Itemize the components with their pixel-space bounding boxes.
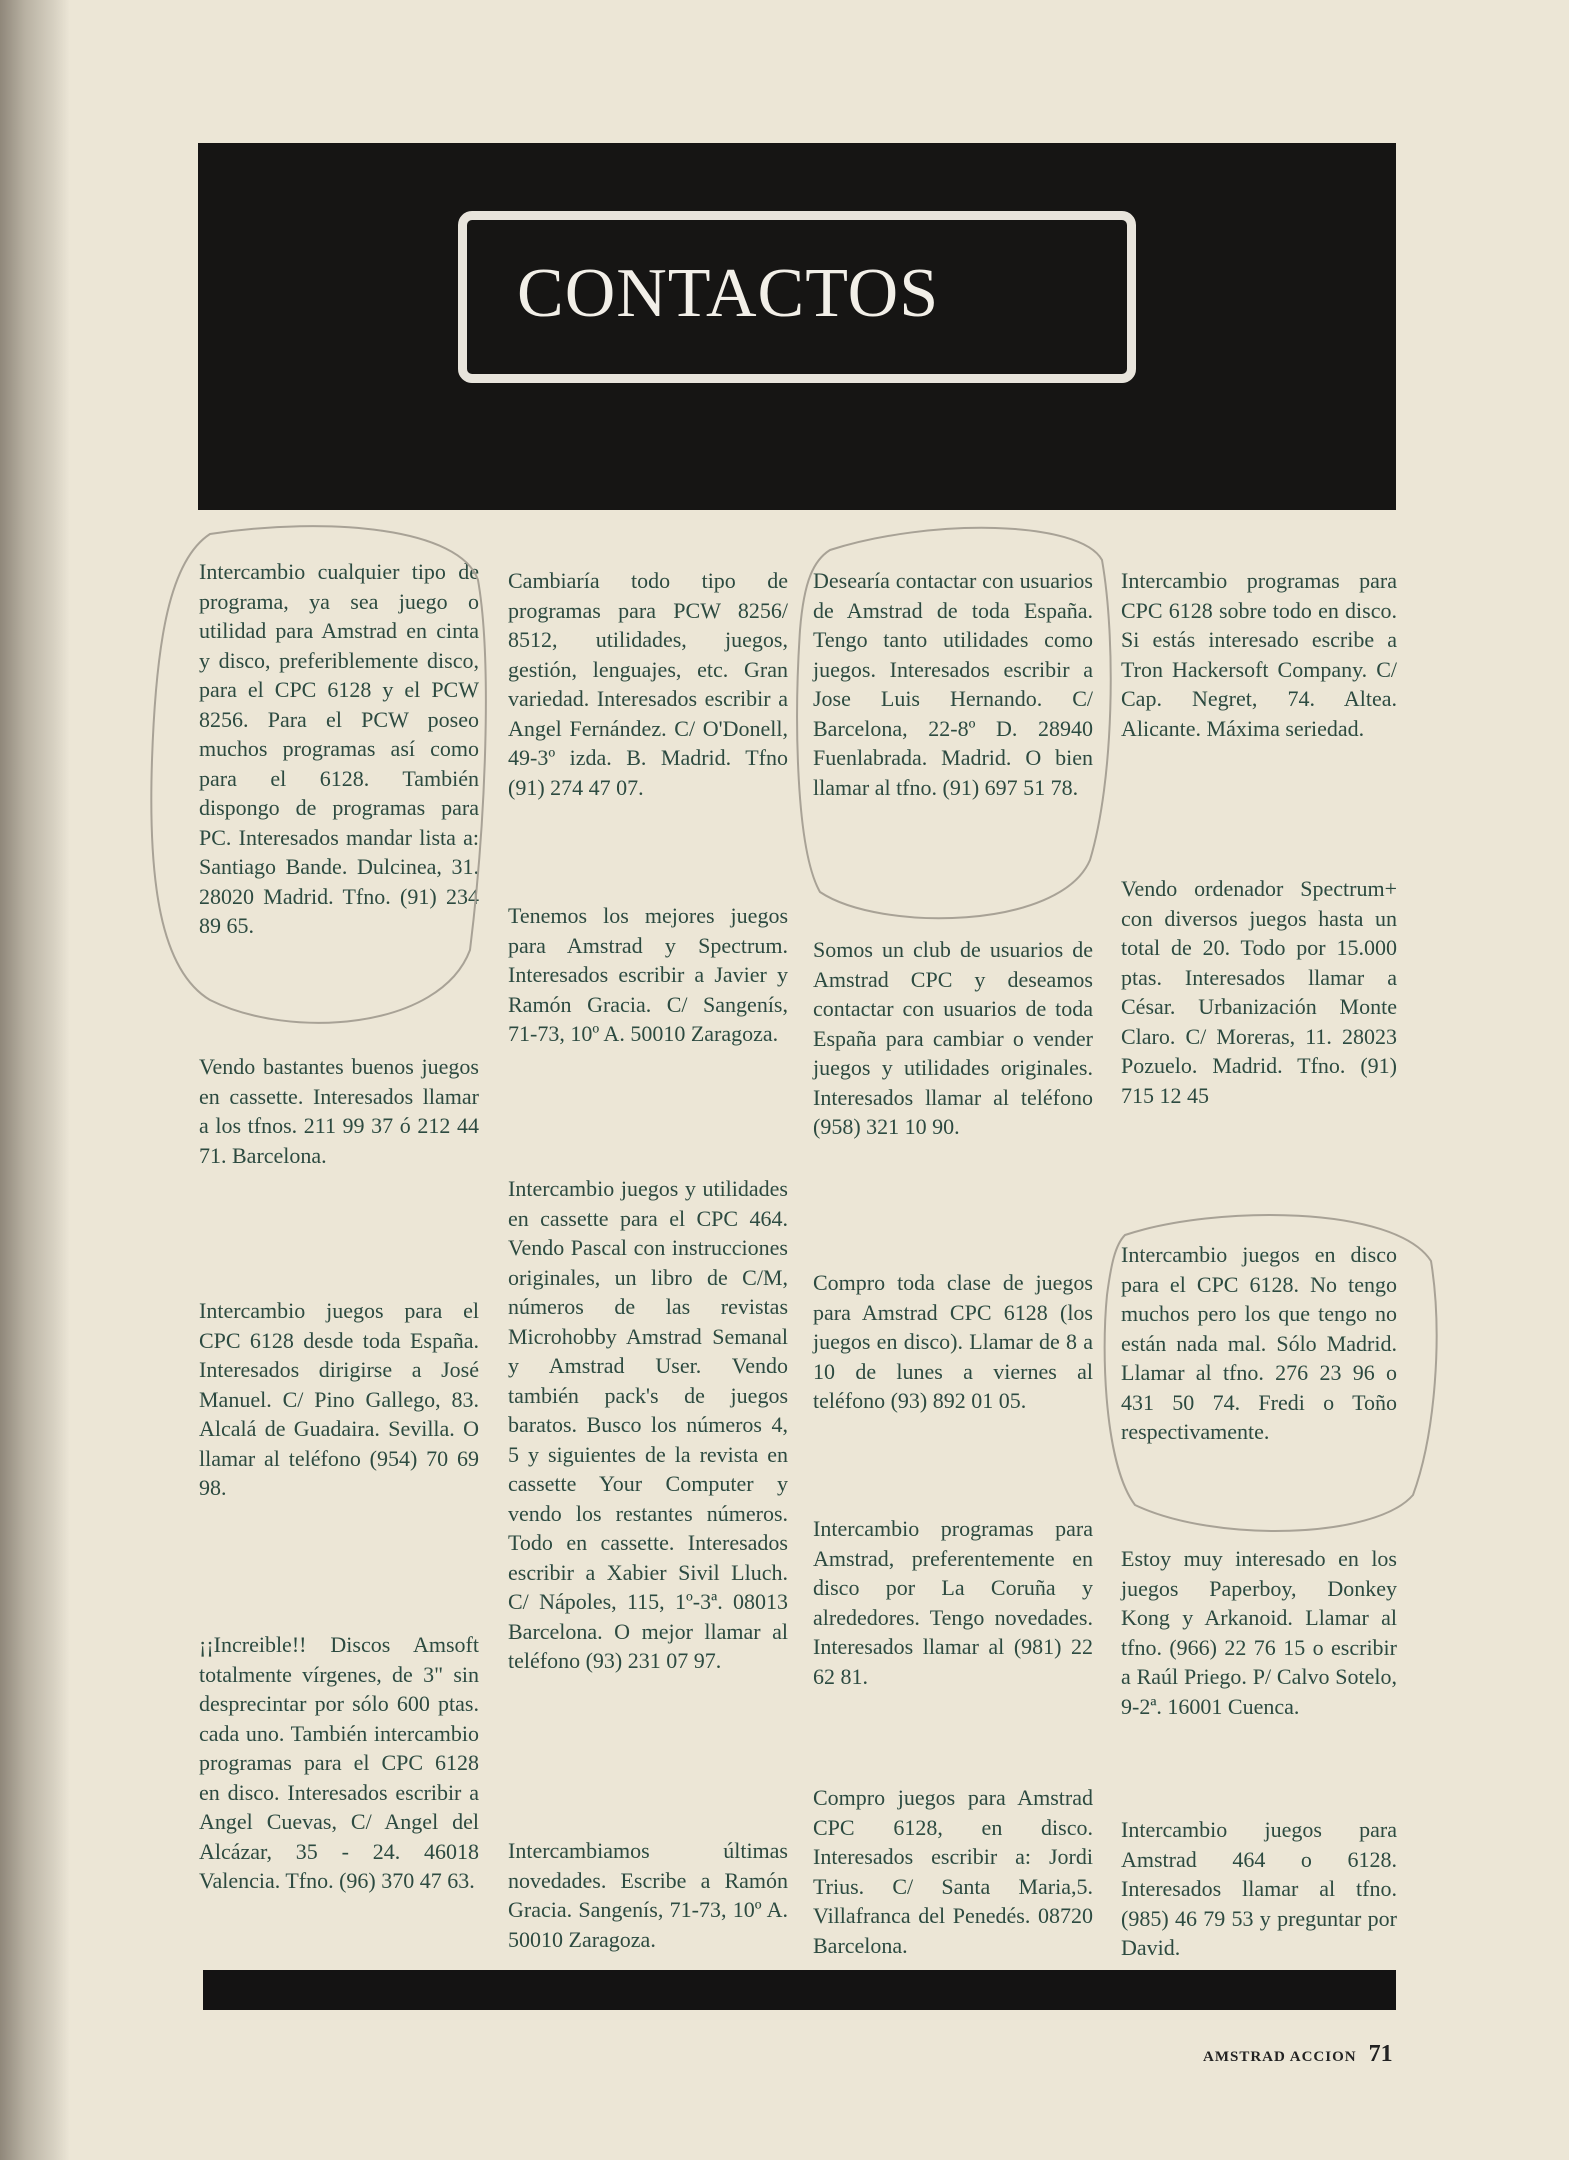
ad-jordi-trius: Compro juegos para Amstrad CPC 6128, en disco. Interesados escribir a: Jordi Trius. C/ Santa Maria,5. Villafranca del Penedés. 08720 Barcelona. xyxy=(813,1785,1093,1958)
page-binding-shadow xyxy=(0,0,70,2160)
ad-vendo-cassette: Vendo bastantes buenos juegos en cassette. Interesados llamar a los tfnos. 211 99 37 ó 212 44 71. Barcelona. xyxy=(199,1054,479,1168)
ad-spectrum-cesar: Vendo ordenador Spectrum+ con diversos juegos hasta un total de 20. Todo por 15.000 ptas. Interesados llamar a César. Urbanización Monte Claro. C/ Moreras, 11. 28023 Pozuelo. Madrid. Tfno. (91) 715 12 45 xyxy=(1121,876,1397,1108)
ad-xabier-sivil: Intercambio juegos y utilidades en cassette para el CPC 464. Vendo Pascal con instrucciones originales, un libro de C/M, números de las revistas Microhobby Amstrad Semanal y Amstrad User. Vendo también pack's de juegos baratos. Busco los números 4, 5 y siguientes de la revista en cassette Your Computer y vendo los restantes números. Todo en cassette. Interesados escribir a Xabier Sivil Lluch. C/ Nápoles, 115, 1º-3ª. 08013 Barcelona. O mejor llamar al teléfono (93) 231 07 97. xyxy=(508,1176,788,1673)
ad-club-usuarios: Somos un club de usuarios de Amstrad CPC y deseamos contactar con usuarios de toda España para cambiar o vender juegos y utilidades originales. Interesados llamar al teléfono (958) 321 10 90. xyxy=(813,937,1093,1139)
magazine-name: AMSTRAD ACCION xyxy=(1203,2049,1357,2065)
ad-santiago-bande: Intercambio cualquier tipo de programa, ya sea juego o utilidad para Amstrad en cinta y disco, preferiblemente disco, para el CPC 6128 y el PCW 8256. Para el PCW poseo muchos programas así como para el 6128. También dispongo de programas para PC. Interesados mandar lista a: Santiago Bande. Dulcinea, 31. 28020 Madrid. Tfno. (91) 234 89 65. xyxy=(199,559,479,938)
footer-band xyxy=(203,1970,1396,2010)
title-frame xyxy=(458,211,1136,383)
ad-angel-cuevas: ¡¡Increible!! Discos Amsoft totalmente vírgenes, de 3" sin desprecintar por sólo 600 ptas. cada uno. También intercambio programas para el CPC 6128 en disco. Interesados escribir a Angel Cuevas, C/ Angel del Alcázar, 35 - 24. 46018 Valencia. Tfno. (96) 370 47 63. xyxy=(199,1632,479,1893)
page-title: CONTACTOS xyxy=(517,255,940,332)
ad-javier-ramon: Tenemos los mejores juegos para Amstrad y Spectrum. Interesados escribir a Javier y Ramón Gracia. C/ Sangenís, 71-73, 10º A. 50010 Zaragoza. xyxy=(508,903,788,1046)
ad-angel-fernandez: Cambiaría todo tipo de programas para PCW 8256/ 8512, utilidades, juegos, gestión, lenguajes, etc. Gran variedad. Interesados escribir a Angel Fernández. C/ O'Donell, 49-3º izda. B. Madrid. Tfno (91) 274 47 07. xyxy=(508,568,788,800)
ad-jose-luis-hernando: Desearía contactar con usuarios de Amstrad de toda España. Tengo tanto utilidades como juegos. Interesados escribir a Jose Luis Hernando. C/ Barcelona, 22-8º D. 28940 Fuenlabrada. Madrid. O bien llamar al tfno. (91) 697 51 78. xyxy=(813,568,1093,800)
ad-ramon-gracia: Intercambiamos últimas novedades. Escribe a Ramón Gracia. Sangenís, 71-73, 10º A. 50010 Zaragoza. xyxy=(508,1838,788,1952)
page-number: 71 xyxy=(1368,2041,1393,2067)
page-footer xyxy=(1203,2041,1408,2071)
ad-compro-toda-clase: Compro toda clase de juegos para Amstrad CPC 6128 (los juegos en disco). Llamar de 8 a 10 de lunes a viernes al teléfono (93) 892 01 05. xyxy=(813,1270,1093,1413)
ad-tron-hackersoft: Intercambio programas para CPC 6128 sobre todo en disco. Si estás interesado escribe a Tron Hackersoft Company. C/ Cap. Negret, 74. Altea. Alicante. Máxima seriedad. xyxy=(1121,568,1397,741)
ad-raul-priego: Estoy muy interesado en los juegos Paperboy, Donkey Kong y Arkanoid. Llamar al tfno. (966) 22 76 15 o escribir a Raúl Priego. P/ Calvo Sotelo, 9-2ª. 16001 Cuenca. xyxy=(1121,1546,1397,1719)
ad-jose-manuel: Intercambio juegos para el CPC 6128 desde toda España. Interesados dirigirse a José Manuel. C/ Pino Gallego, 83. Alcalá de Guadaira. Sevilla. O llamar al teléfono (954) 70 69 98. xyxy=(199,1298,479,1500)
ad-david: Intercambio juegos para Amstrad 464 o 6128. Interesados llamar al tfno. (985) 46 79 53 y preguntar por David. xyxy=(1121,1817,1397,1960)
ad-fredi-tono: Intercambio juegos en disco para el CPC 6128. No tengo muchos pero los que tengo no están nada mal. Sólo Madrid. Llamar al tfno. 276 23 96 o 431 50 74. Fredi o Toño respectivamente. xyxy=(1121,1242,1397,1444)
ad-la-coruna: Intercambio programas para Amstrad, preferentemente en disco por La Coruña y alrededores. Tengo novedades. Interesados llamar al (981) 22 62 81. xyxy=(813,1516,1093,1689)
